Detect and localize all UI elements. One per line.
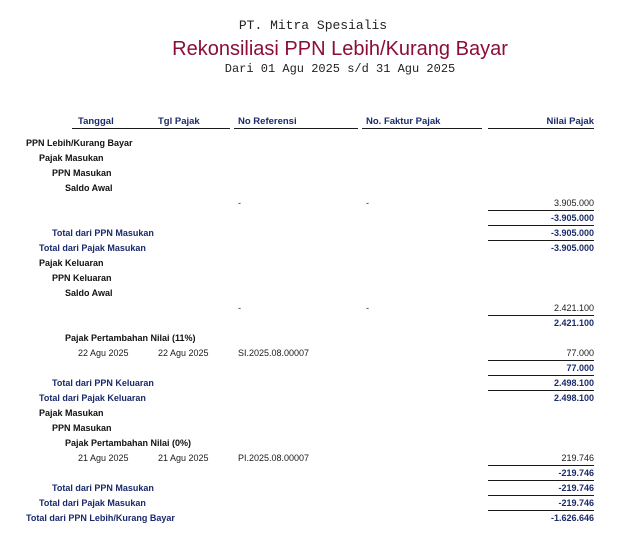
subtotal-value: -3.905.000 (550, 213, 594, 223)
divider-line (488, 225, 594, 226)
total-value: 2.498.100 (553, 393, 594, 403)
total-value: -219.746 (558, 498, 594, 508)
divider-line (488, 390, 594, 391)
total-label: Total dari Pajak Masukan (39, 243, 146, 253)
divider-line (488, 315, 594, 316)
subtotal-value: 77.000 (566, 363, 594, 373)
reference-value: SI.2025.08.00007 (238, 348, 310, 358)
section-ppn-lebih-kurang-bayar: PPN Lebih/Kurang Bayar (26, 138, 133, 148)
total-value: -219.746 (558, 483, 594, 493)
grand-total-label: Total dari PPN Lebih/Kurang Bayar (26, 513, 175, 523)
group-pajak-keluaran: Pajak Keluaran (39, 258, 104, 268)
nilai-pajak-value: 2.421.100 (553, 303, 594, 313)
subgroup-ppn-masukan: PPN Masukan (52, 168, 112, 178)
reference-value: - (238, 198, 241, 208)
col-tanggal: Tanggal (72, 116, 154, 129)
reference-value: - (238, 303, 241, 313)
nilai-pajak-value: 3.905.000 (553, 198, 594, 208)
faktur-value: - (366, 303, 369, 313)
faktur-value: - (366, 198, 369, 208)
group-pajak-masukan: Pajak Masukan (39, 408, 104, 418)
divider-line (488, 510, 594, 511)
total-value: -3.905.000 (550, 228, 594, 238)
tgl-pajak-value: 21 Agu 2025 (158, 453, 209, 463)
col-no-referensi: No Referensi (234, 116, 358, 129)
total-label: Total dari Pajak Masukan (39, 498, 146, 508)
tanggal-value: 22 Agu 2025 (78, 348, 129, 358)
subgroup-ppn-masukan: PPN Masukan (52, 423, 112, 433)
tanggal-value: 21 Agu 2025 (78, 453, 129, 463)
subtotal-value: 2.421.100 (553, 318, 594, 328)
company-name: PT. Mitra Spesialis (238, 18, 388, 33)
total-label: Total dari PPN Keluaran (52, 378, 154, 388)
grand-total-value: -1.626.646 (550, 513, 594, 523)
saldo-awal-label: Saldo Awal (65, 288, 113, 298)
divider-line (488, 465, 594, 466)
group-pajak-masukan: Pajak Masukan (39, 153, 104, 163)
subtotal-value: -219.746 (558, 468, 594, 478)
saldo-awal-label: Saldo Awal (65, 183, 113, 193)
total-label: Total dari Pajak Keluaran (39, 393, 146, 403)
tax-rate-group-0: Pajak Pertambahan Nilai (0%) (65, 438, 192, 448)
nilai-pajak-value: 219.746 (561, 453, 594, 463)
tax-rate-group-11: Pajak Pertambahan Nilai (11%) (65, 333, 196, 343)
divider-line (488, 360, 594, 361)
divider-line (488, 495, 594, 496)
total-value: 2.498.100 (553, 378, 594, 388)
report-period: Dari 01 Agu 2025 s/d 31 Agu 2025 (224, 62, 456, 76)
subgroup-ppn-keluaran: PPN Keluaran (52, 273, 112, 283)
divider-line (488, 240, 594, 241)
tgl-pajak-value: 22 Agu 2025 (158, 348, 209, 358)
report-title: Rekonsiliasi PPN Lebih/Kurang Bayar (172, 38, 508, 60)
col-tgl-pajak: Tgl Pajak (154, 116, 230, 129)
nilai-pajak-value: 77.000 (566, 348, 594, 358)
reference-value: PI.2025.08.00007 (238, 453, 310, 463)
divider-line (488, 480, 594, 481)
total-label: Total dari PPN Masukan (52, 228, 154, 238)
divider-line (488, 375, 594, 376)
divider-line (488, 210, 594, 211)
col-nilai-pajak: Nilai Pajak (488, 116, 594, 129)
total-value: -3.905.000 (550, 243, 594, 253)
total-label: Total dari PPN Masukan (52, 483, 154, 493)
col-no-faktur: No. Faktur Pajak (362, 116, 482, 129)
